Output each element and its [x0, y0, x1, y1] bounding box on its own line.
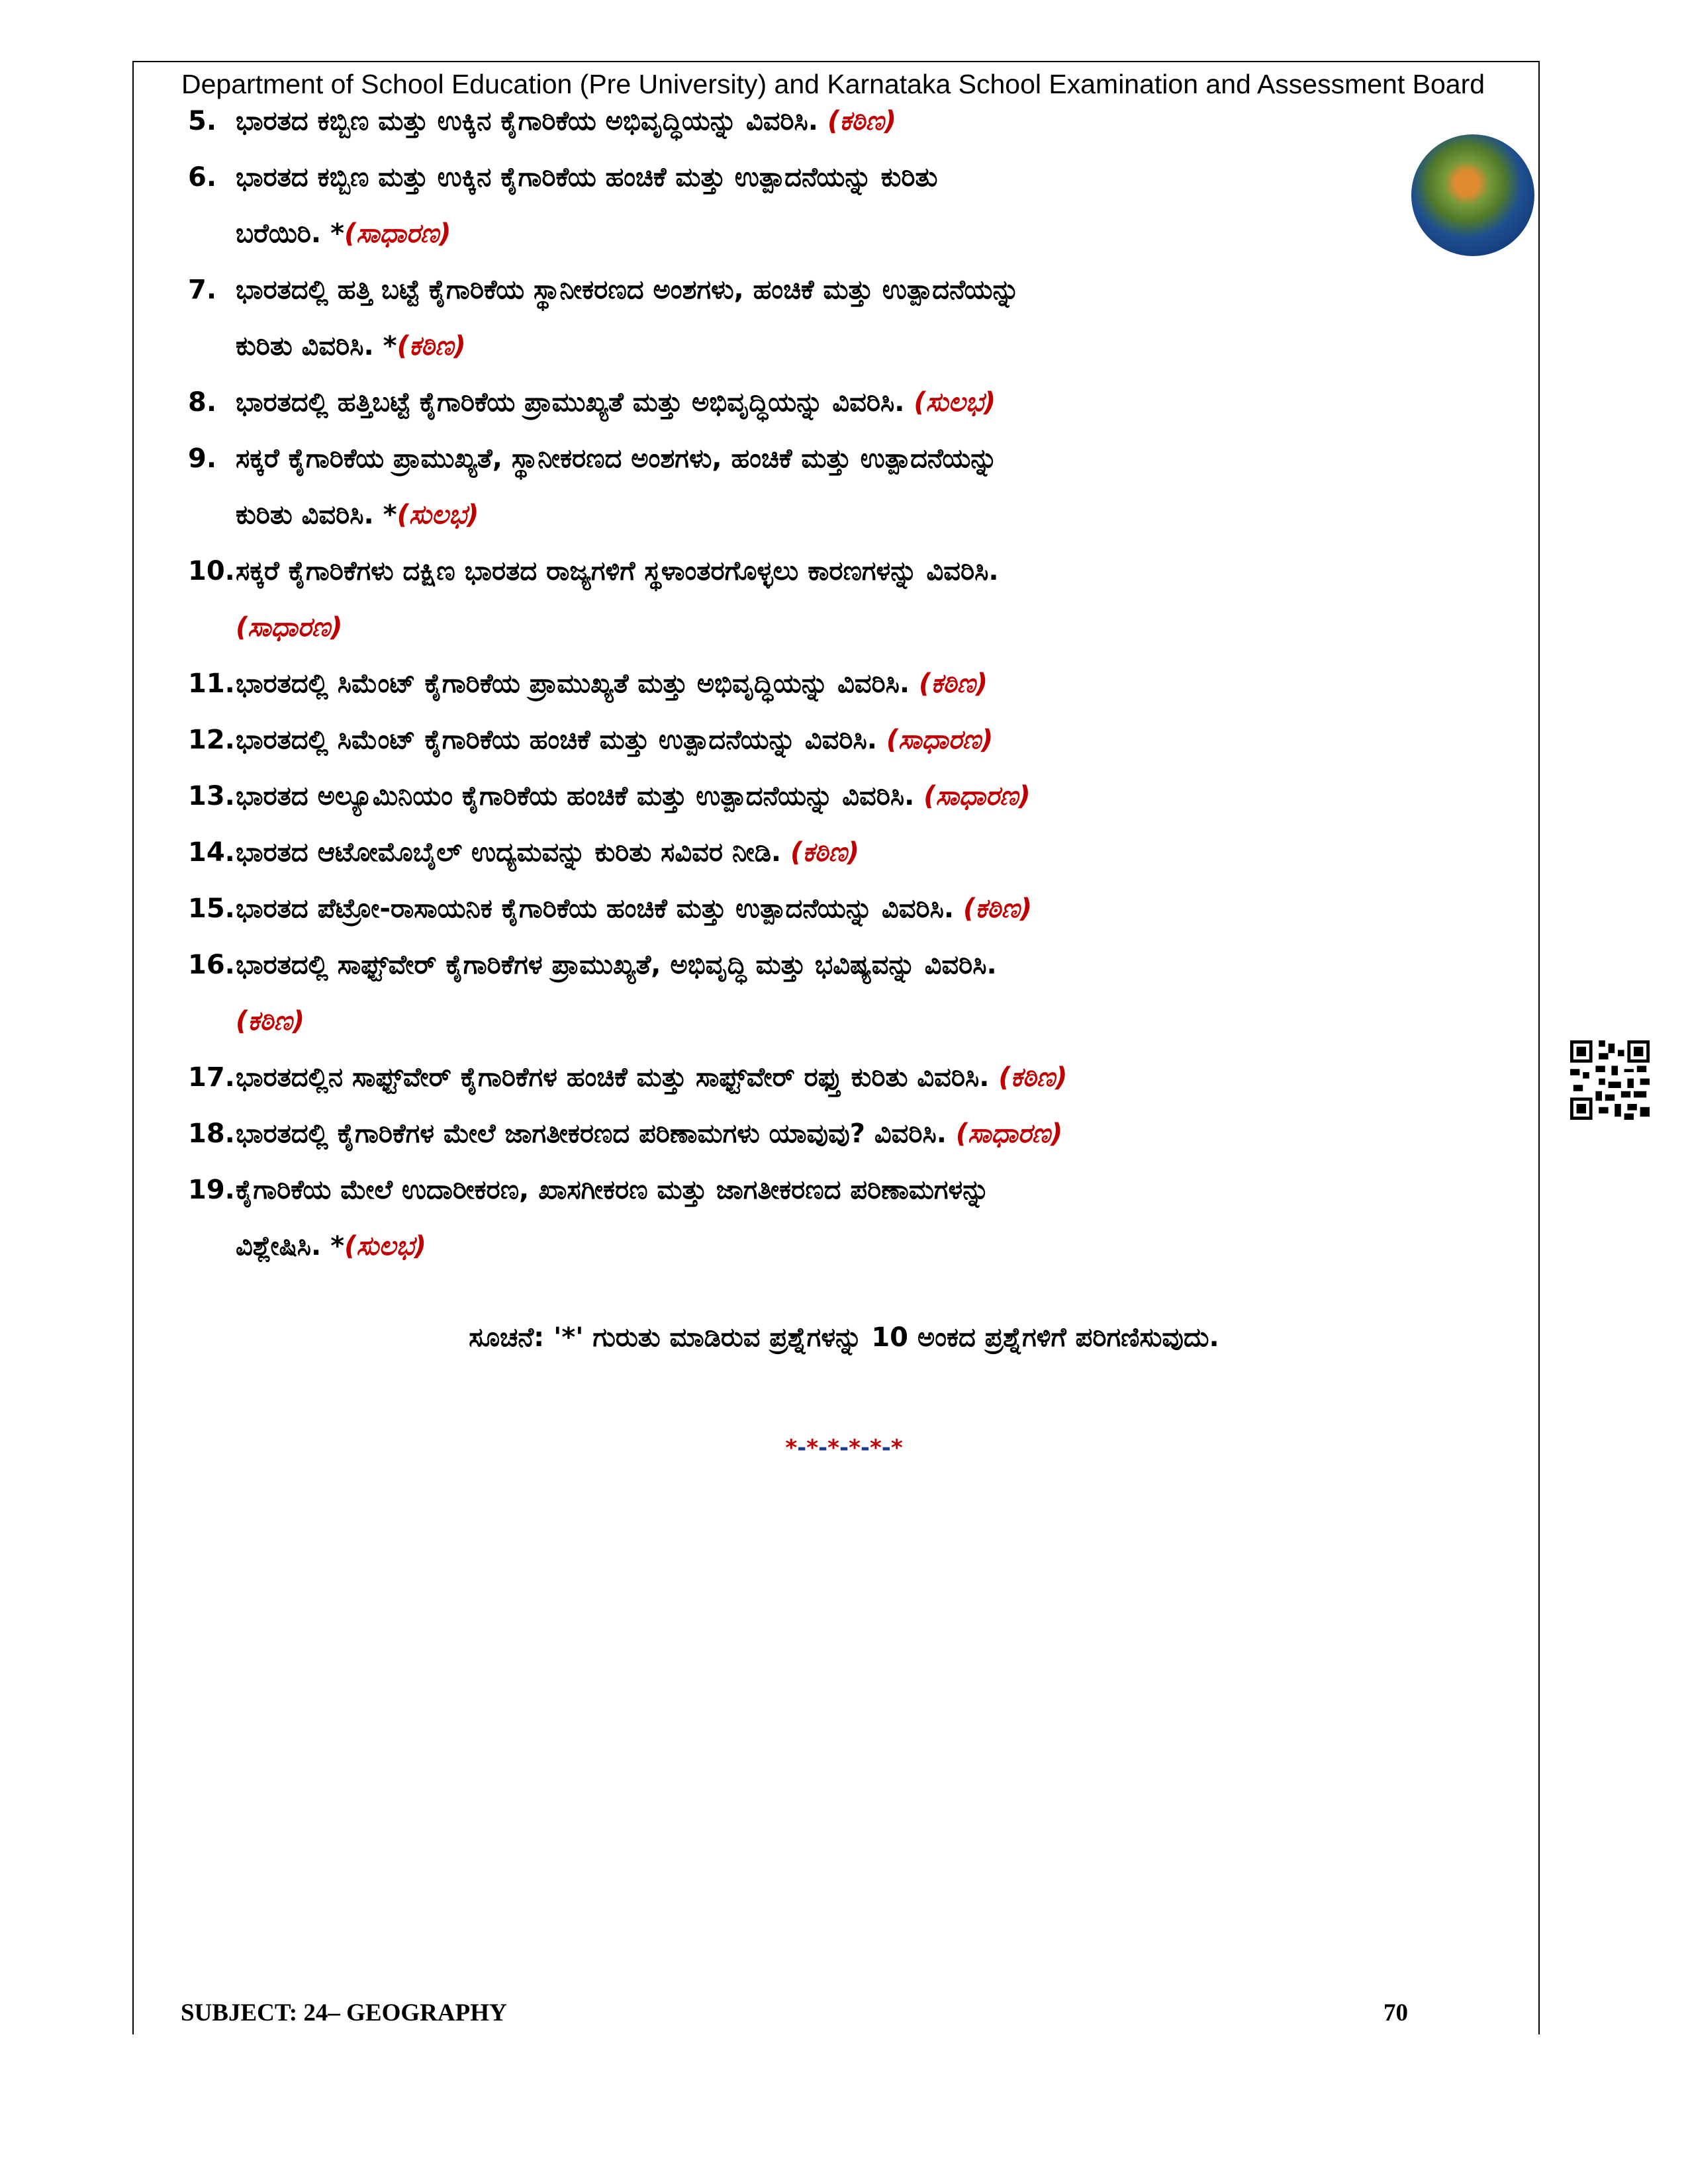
question-number: 7. [188, 275, 217, 305]
difficulty-label: (ಸಾಧಾರಣ) [955, 1118, 1063, 1149]
question-line [188, 1175, 990, 1205]
question-text: ಭಾರತದ ಕಬ್ಬಿಣ ಮತ್ತು ಉಕ್ಕಿನ ಕೈಗಾರಿಕೆಯ ಹಂಚಿಕೆ ಮತ್ತು ಉತ್ಪಾದನೆಯನ್ನು ಕುರಿತು [236, 162, 938, 193]
end-marker [0, 1435, 1688, 1461]
end-dash: - [881, 1435, 891, 1461]
question-text: ಭಾರತದಲ್ಲಿ ಸಿಮೆಂಟ್ ಕೈಗಾರಿಕೆಯ ಪ್ರಾಮುಖ್ಯತೆ ಮತ್ತು ಅಭಿವೃದ್ಧಿಯನ್ನು ವಿವರಿಸಿ. [236, 668, 910, 699]
question-line [188, 1062, 1067, 1093]
qr-code-icon [1570, 1040, 1650, 1120]
question-text: ಭಾರತದಲ್ಲಿನ ಸಾಫ್ಟ್‌ವೇರ್ ಕೈಗಾರಿಕೆಗಳ ಹಂಚಿಕೆ ಮತ್ತು ಸಾಫ್ಟ್‌ವೇರ್ ರಫ್ತು ಕುರಿತು ವಿವರಿಸಿ. [236, 1062, 990, 1093]
globe-image [1411, 134, 1534, 256]
difficulty-label: (ಕಠಿಣ) [397, 331, 466, 361]
end-star: * [806, 1435, 819, 1461]
question-line [236, 218, 451, 249]
question-line [188, 1118, 1062, 1149]
end-star: * [827, 1435, 839, 1461]
difficulty-label: (ಸಾಧಾರಣ) [886, 725, 994, 755]
question-number: 10. [188, 556, 235, 586]
difficulty-label: (ಕಠಿಣ) [790, 837, 860, 868]
question-line [188, 893, 1032, 924]
question-number: 19. [188, 1175, 235, 1205]
question-number: 12. [188, 725, 235, 755]
question-number: 18. [188, 1118, 235, 1149]
question-line [236, 612, 342, 643]
question-line [188, 725, 993, 755]
question-text: ಭಾರತದಲ್ಲಿ ಹತ್ತಿಬಟ್ಟೆ ಕೈಗಾರಿಕೆಯ ಪ್ರಾಮುಖ್ಯತೆ ಮತ್ತು ಅಭಿವೃದ್ಧಿಯನ್ನು ವಿವರಿಸಿ. [236, 387, 905, 418]
note: ಸೂಚನೆ: '*' ಗುರುತು ಮಾಡಿರುವ ಪ್ರಶ್ನೆಗಳನ್ನು 10 ಅಂಕದ ಪ್ರಶ್ನೆಗಳಿಗೆ ಪರಿಗಣಿಸುವುದು. [469, 1322, 1219, 1353]
question-line [188, 950, 997, 980]
question-text: ಕುರಿತು ವಿವರಿಸಿ. [236, 500, 374, 530]
question-line [188, 106, 896, 136]
question-text: ಭಾರತದ ಆಟೋಮೊಬೈಲ್ ಉದ್ಯಮವನ್ನು ಕುರಿತು ಸವಿವರ ನೀಡಿ. [236, 837, 782, 868]
question-number: 6. [188, 162, 217, 193]
difficulty-label: (ಸುಲಭ) [344, 1231, 426, 1261]
difficulty-label: (ಸುಲಭ) [397, 500, 479, 530]
question-number: 8. [188, 387, 217, 418]
difficulty-label: (ಸಾಧಾರಣ) [923, 781, 1031, 811]
question-line [236, 1006, 305, 1036]
asterisk-mark: * [383, 331, 397, 361]
end-star: * [890, 1435, 903, 1461]
question-number: 17. [188, 1062, 235, 1093]
question-line [236, 331, 466, 361]
question-line [188, 556, 999, 586]
question-line [236, 500, 479, 530]
end-dash: - [860, 1435, 870, 1461]
end-dash: - [797, 1435, 807, 1461]
question-text: ಸಕ್ಕರೆ ಕೈಗಾರಿಕೆಯ ಪ್ರಾಮುಖ್ಯತೆ, ಸ್ಥಾನೀಕರಣದ ಅಂಶಗಳು, ಹಂಚಿಕೆ ಮತ್ತು ಉತ್ಪಾದನೆಯನ್ನು [236, 443, 998, 474]
question-line [188, 387, 996, 418]
question-number: 11. [188, 668, 235, 699]
question-line [188, 668, 988, 699]
difficulty-label: (ಸಾಧಾರಣ) [236, 612, 343, 643]
question-text: ಬರೆಯಿರಿ. [236, 218, 322, 249]
question-text: ಕೈಗಾರಿಕೆಯ ಮೇಲೆ ಉದಾರೀಕರಣ, ಖಾಸಗೀಕರಣ ಮತ್ತು ಜಾಗತೀಕರಣದ ಪರಿಣಾಮಗಳನ್ನು [236, 1175, 990, 1205]
asterisk-mark: * [330, 1231, 345, 1261]
question-line [188, 781, 1031, 811]
question-text: ಭಾರತದಲ್ಲಿ ಸಿಮೆಂಟ್ ಕೈಗಾರಿಕೆಯ ಹಂಚಿಕೆ ಮತ್ತು ಉತ್ಪಾದನೆಯನ್ನು ವಿವರಿಸಿ. [236, 725, 877, 755]
question-text: ಕುರಿತು ವಿವರಿಸಿ. [236, 331, 374, 361]
question-number: 5. [188, 106, 217, 136]
end-star: * [785, 1435, 798, 1461]
question-line [236, 1231, 426, 1261]
question-text: ಭಾರತದಲ್ಲಿ ಕೈಗಾರಿಕೆಗಳ ಮೇಲೆ ಜಾಗತೀಕರಣದ ಪರಿಣಾಮಗಳು ಯಾವುವು? ವಿವರಿಸಿ. [236, 1118, 947, 1149]
difficulty-label: (ಕಠಿಣ) [827, 106, 896, 136]
question-number: 16. [188, 950, 235, 980]
question-text: ಭಾರತದಲ್ಲಿ ಹತ್ತಿ ಬಟ್ಟೆ ಕೈಗಾರಿಕೆಯ ಸ್ಥಾನೀಕರಣದ ಅಂಶಗಳು, ಹಂಚಿಕೆ ಮತ್ತು ಉತ್ಪಾದನೆಯನ್ನು [236, 275, 1019, 305]
question-number: 14. [188, 837, 235, 868]
question-text: ವಿಶ್ಲೇಷಿಸಿ. [236, 1231, 322, 1261]
difficulty-label: (ಸಾಧಾರಣ) [344, 218, 451, 249]
difficulty-label: (ಕಠಿಣ) [919, 668, 988, 699]
end-dash: - [839, 1435, 849, 1461]
question-text: ಭಾರತದ ಪೆಟ್ರೋ-ರಾಸಾಯನಿಕ ಕೈಗಾರಿಕೆಯ ಹಂಚಿಕೆ ಮತ್ತು ಉತ್ಪಾದನೆಯನ್ನು ವಿವರಿಸಿ. [236, 893, 955, 924]
page-number: 70 [1383, 1999, 1408, 2026]
difficulty-label: (ಕಠಿಣ) [236, 1006, 305, 1036]
asterisk-mark: * [330, 218, 344, 249]
question-text: ಸಕ್ಕರೆ ಕೈಗಾರಿಕೆಗಳು ದಕ್ಷಿಣ ಭಾರತದ ರಾಜ್ಯಗಳಿಗೆ ಸ್ಥಳಾಂತರಗೊಳ್ಳಲು ಕಾರಣಗಳನ್ನು ವಿವರಿಸಿ. [236, 556, 999, 586]
question-number: 15. [188, 893, 235, 924]
asterisk-mark: * [383, 500, 397, 530]
footer-subject: SUBJECT: 24– GEOGRAPHY [181, 1999, 507, 2026]
question-text: ಭಾರತದ ಕಬ್ಬಿಣ ಮತ್ತು ಉಕ್ಕಿನ ಕೈಗಾರಿಕೆಯ ಅಭಿವೃದ್ಧಿಯನ್ನು ವಿವರಿಸಿ. [236, 106, 818, 136]
question-number: 13. [188, 781, 235, 811]
end-star: * [869, 1435, 882, 1461]
end-star: * [849, 1435, 861, 1461]
difficulty-label: (ಸುಲಭ) [914, 387, 996, 418]
end-dash: - [818, 1435, 828, 1461]
question-line [188, 275, 1019, 305]
question-number: 9. [188, 443, 217, 474]
page-header: Department of School Education (Pre University) and Karnataka School Examination and Assessment Board [181, 69, 1485, 99]
difficulty-label: (ಕಠಿಣ) [998, 1062, 1068, 1093]
question-text: ಭಾರತದ ಅಲ್ಯೂಮಿನಿಯಂ ಕೈಗಾರಿಕೆಯ ಹಂಚಿಕೆ ಮತ್ತು ಉತ್ಪಾದನೆಯನ್ನು ವಿವರಿಸಿ. [236, 781, 915, 811]
question-line [188, 837, 859, 868]
question-line [188, 443, 998, 474]
question-line [188, 162, 937, 193]
difficulty-label: (ಕಠಿಣ) [963, 893, 1033, 924]
question-text: ಭಾರತದಲ್ಲಿ ಸಾಫ್ಟ್‌ವೇರ್ ಕೈಗಾರಿಕೆಗಳ ಪ್ರಾಮುಖ್ಯತೆ, ಅಭಿವೃದ್ಧಿ ಮತ್ತು ಭವಿಷ್ಯವನ್ನು ವಿವರಿಸಿ. [236, 950, 997, 980]
